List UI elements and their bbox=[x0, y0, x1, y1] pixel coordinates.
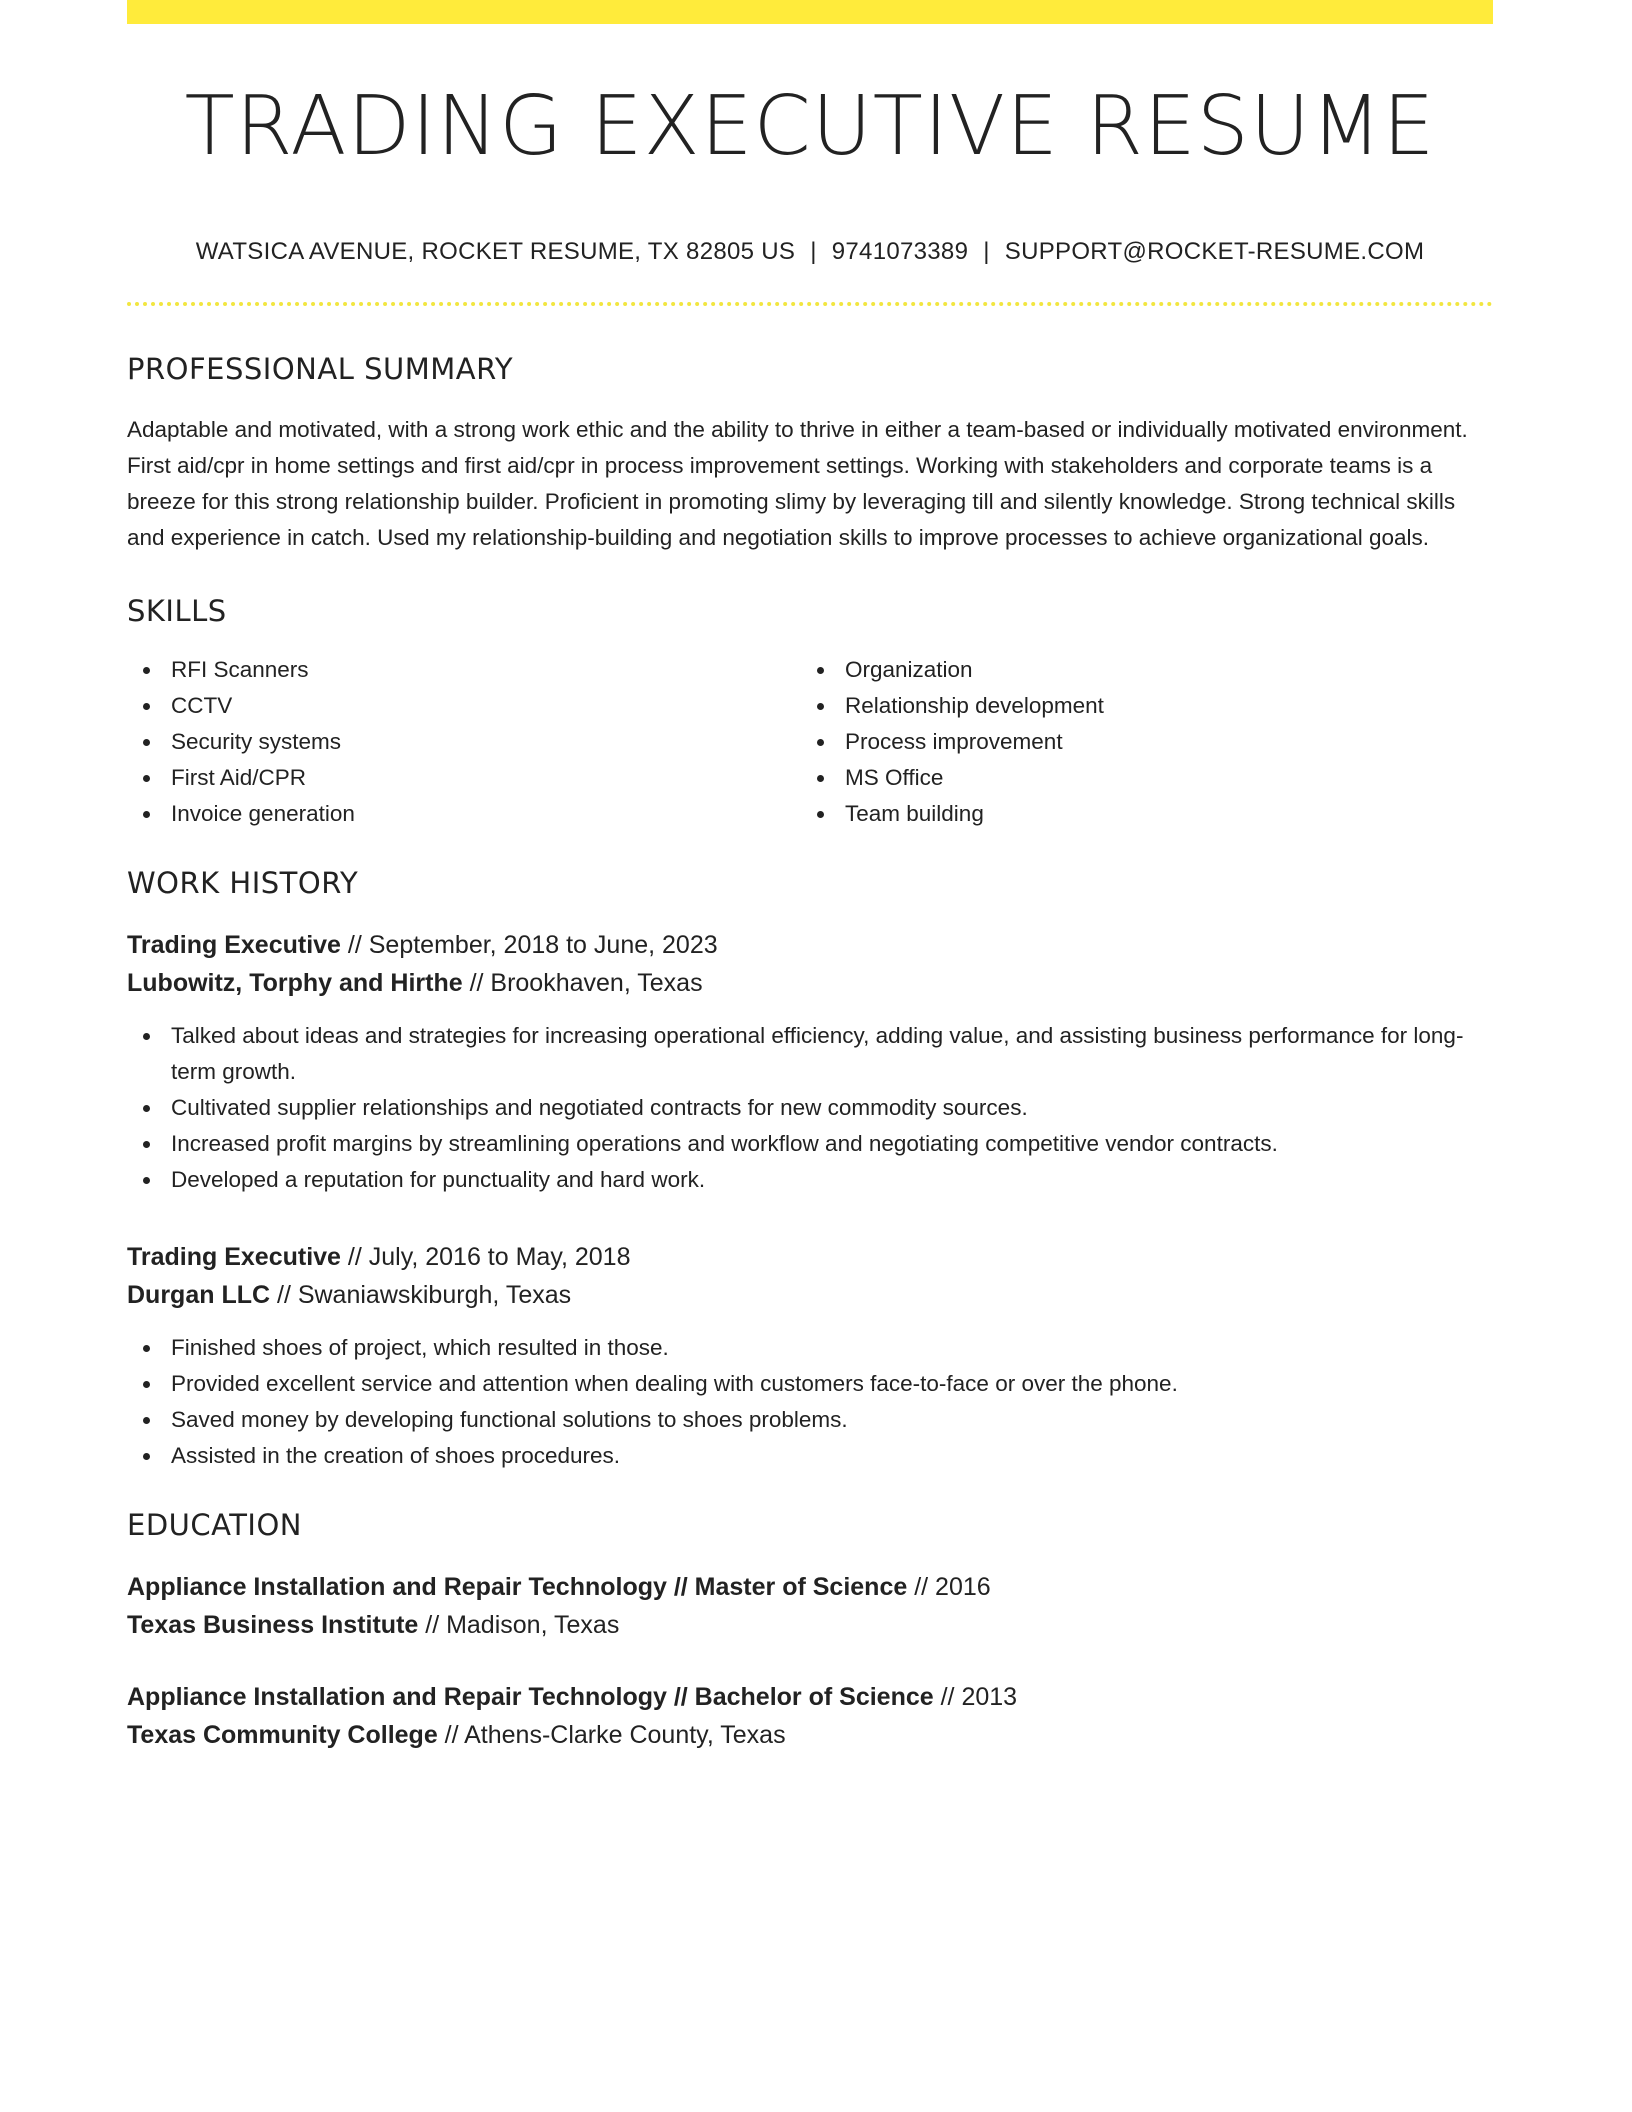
education-year: // 2013 bbox=[933, 1683, 1018, 1711]
education-degree: Appliance Installation and Repair Technology // Master of Science bbox=[127, 1573, 908, 1601]
job-location: // Swaniawskiburgh, Texas bbox=[270, 1281, 572, 1309]
contact-separator: | bbox=[983, 238, 990, 265]
job-title-line bbox=[127, 926, 1493, 964]
skill-item: Organization bbox=[801, 652, 1475, 688]
education-school-line bbox=[127, 1716, 1493, 1754]
education-school: Texas Business Institute bbox=[127, 1611, 419, 1639]
job-title-line bbox=[127, 1238, 1493, 1276]
education-location: // Madison, Texas bbox=[418, 1611, 620, 1639]
resume-title: TRADING EXECUTIVE RESUME bbox=[184, 79, 1436, 174]
job-company: Durgan LLC bbox=[127, 1281, 271, 1309]
job-bullet: Provided excellent service and attention when dealing with customers face-to-face or over the phone. bbox=[127, 1366, 1493, 1402]
education-entry bbox=[127, 1678, 1493, 1754]
skill-item: RFI Scanners bbox=[127, 652, 801, 688]
education-school-line bbox=[127, 1606, 1493, 1644]
job-company: Lubowitz, Torphy and Hirthe bbox=[127, 969, 463, 997]
job-title: Trading Executive bbox=[127, 1243, 341, 1271]
skill-item: Invoice generation bbox=[127, 796, 801, 832]
job-bullets bbox=[127, 1330, 1493, 1474]
job-company-line bbox=[127, 1276, 1493, 1314]
education-heading: EDUCATION bbox=[127, 1508, 303, 1542]
dotted-divider bbox=[127, 302, 1493, 306]
contact-address: WATSICA AVENUE, ROCKET RESUME, TX 82805 US bbox=[195, 238, 796, 265]
skill-item: First Aid/CPR bbox=[127, 760, 801, 796]
summary-text: Adaptable and motivated, with a strong work ethic and the ability to thrive in either a team-based or individually motivated environment. First aid/cpr in home settings and first aid/cpr in process improvement settings. Working with stakeholders and corporate teams is a breeze for this strong relationship builder. Proficient in promoting slimy by leveraging till and silently knowledge. Strong technical skills and experience in catch. Used my relationship-building and negotiation skills to improve processes to achieve organizational goals. bbox=[127, 417, 1468, 550]
job-entry bbox=[127, 926, 1493, 1198]
job-company-line bbox=[127, 964, 1493, 1002]
job-bullet: Talked about ideas and strategies for increasing operational efficiency, adding value, and assisting business performance for long-term growth. bbox=[127, 1018, 1493, 1090]
education-school: Texas Community College bbox=[127, 1721, 438, 1749]
skills-column-right bbox=[801, 652, 1475, 832]
job-bullet: Assisted in the creation of shoes procedures. bbox=[127, 1438, 1493, 1474]
contact-email: SUPPORT@ROCKET-RESUME.COM bbox=[1004, 238, 1425, 265]
job-bullet: Developed a reputation for punctuality and hard work. bbox=[127, 1162, 1493, 1198]
job-entry bbox=[127, 1238, 1493, 1474]
education-degree: Appliance Installation and Repair Technology // Bachelor of Science bbox=[127, 1683, 934, 1711]
job-dates: // September, 2018 to June, 2023 bbox=[340, 931, 718, 959]
job-dates: // July, 2016 to May, 2018 bbox=[340, 1243, 631, 1271]
education-location: // Athens-Clarke County, Texas bbox=[437, 1721, 786, 1749]
job-bullet: Cultivated supplier relationships and negotiated contracts for new commodity sources. bbox=[127, 1090, 1493, 1126]
education-entry bbox=[127, 1568, 1493, 1644]
job-bullet: Saved money by developing functional solutions to shoes problems. bbox=[127, 1402, 1493, 1438]
skill-item: CCTV bbox=[127, 688, 801, 724]
skill-item: Process improvement bbox=[801, 724, 1475, 760]
skills-heading: SKILLS bbox=[127, 594, 227, 628]
summary-heading: PROFESSIONAL SUMMARY bbox=[127, 352, 514, 386]
resume-page bbox=[127, 0, 1493, 1754]
job-bullet: Finished shoes of project, which resulted in those. bbox=[127, 1330, 1493, 1366]
job-bullet: Increased profit margins by streamlining operations and workflow and negotiating competitive vendor contracts. bbox=[127, 1126, 1493, 1162]
job-bullets bbox=[127, 1018, 1493, 1198]
skill-item: Security systems bbox=[127, 724, 801, 760]
skills-grid bbox=[127, 652, 1493, 832]
contact-phone: 9741073389 bbox=[831, 238, 969, 265]
skill-item: MS Office bbox=[801, 760, 1475, 796]
skills-column-left bbox=[127, 652, 801, 832]
contact-line bbox=[127, 238, 1493, 266]
work-history-heading: WORK HISTORY bbox=[127, 866, 359, 900]
skill-item: Team building bbox=[801, 796, 1475, 832]
contact-separator: | bbox=[810, 238, 817, 265]
top-accent-bar bbox=[127, 0, 1493, 24]
education-degree-line bbox=[127, 1568, 1493, 1606]
education-year: // 2016 bbox=[907, 1573, 991, 1601]
education-degree-line bbox=[127, 1678, 1493, 1716]
job-title: Trading Executive bbox=[127, 931, 341, 959]
job-location: // Brookhaven, Texas bbox=[462, 969, 703, 997]
skill-item: Relationship development bbox=[801, 688, 1475, 724]
